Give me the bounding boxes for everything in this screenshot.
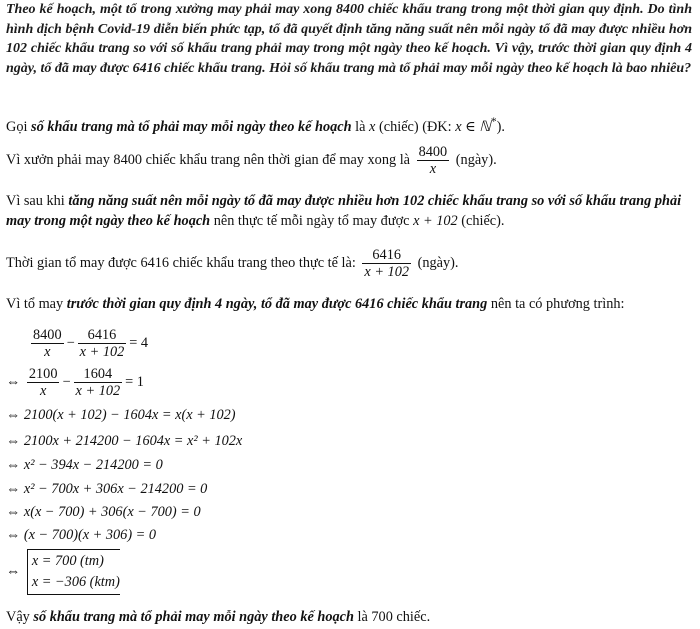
paragraph-actual-rate <box>6 192 692 231</box>
paragraph-time-plan <box>6 144 692 177</box>
emphasis-text: trước thời gian quy định 4 ngày, tổ đã may được 6416 chiếc khẩu trang <box>66 296 488 312</box>
text: Vì xưởn phải may 8400 chiếc khẩu trang nên thời gian để may xong là <box>6 151 411 168</box>
equivalence-symbol: ⇔ <box>6 563 21 580</box>
numerator: 2100 <box>28 366 58 382</box>
numerator: 6416 <box>87 327 117 343</box>
equation-line-7: ⇔ x(x − 700) + 306(x − 700) = 0 <box>6 504 201 520</box>
text: Vậy <box>6 609 34 625</box>
operator: − <box>62 373 71 390</box>
condition: x ∈ ℕ <box>455 118 491 135</box>
rhs: = 4 <box>129 334 149 351</box>
denominator: x + 102 <box>79 344 125 360</box>
text: Vì sau khi <box>6 193 69 209</box>
text: (ngày). <box>417 254 459 271</box>
rhs: = 1 <box>125 373 144 390</box>
equation-line-5: ⇔ x² − 394x − 214200 = 0 <box>6 457 163 473</box>
equation-line-8: ⇔ (x − 700)(x + 306) = 0 <box>6 527 157 543</box>
emphasis-text: tăng năng suất nên mỗi ngày tổ đã may được nhiều hơn 102 chiếc khẩu trang so với số khẩu trang phải may trong một ngày theo kế hoạch <box>6 193 682 229</box>
text: (ngày). <box>455 151 497 168</box>
solution-2: x = −306 (ktm) <box>31 574 120 590</box>
emphasis-text: số khẩu trang mà tổ phải may mỗi ngày theo kế hoạch <box>31 118 352 135</box>
equation-line-9 <box>6 549 120 595</box>
numerator: 6416 <box>372 247 401 263</box>
text: nên ta có phương trình: <box>487 296 625 312</box>
problem-statement: Theo kế hoạch, một tổ trong xưởng may phải may xong 8400 chiếc khẩu trang trong một thời gian quy định. Do tình hình dịch bệnh Covid-19 diễn biến phức tạp, tổ đã quyết định tăng năng suất nên mỗi ngày tổ đã may được nhiều hơn 102 chiếc khẩu trang so với số khẩu trang phải may trong một ngày theo kế hoạch. Vì vậy, trước thời gian quy định 4 ngày, tổ đã may được 6416 chiếc khẩu trang. Hỏi số khẩu trang mà tổ phải may mỗi ngày theo kế hoạch là bao nhiêu? <box>6 2 692 76</box>
equation-line-6: ⇔ x² − 700x + 306x − 214200 = 0 <box>6 481 208 497</box>
paragraph-time-actual <box>6 247 692 280</box>
fraction <box>74 366 123 399</box>
fraction <box>362 247 411 280</box>
numerator: 8400 <box>418 144 448 160</box>
denominator: x + 102 <box>364 264 409 280</box>
paragraph-equation-intro <box>6 294 692 314</box>
text: (chiếc). <box>457 212 505 229</box>
text: ). <box>496 118 506 135</box>
text: là <box>351 118 370 135</box>
text: Thời gian tổ may được 6416 chiếc khẩu trang theo thực tế là: <box>6 254 356 271</box>
fraction <box>417 144 450 177</box>
denominator: x <box>27 382 60 399</box>
operator: − <box>66 334 75 351</box>
variable: x <box>369 118 376 135</box>
equation-line-4: ⇔ 2100x + 214200 − 1604x = x² + 102x <box>6 433 243 449</box>
denominator: x + 102 <box>75 383 121 399</box>
expression: x + 102 <box>413 212 458 229</box>
solution-bracket <box>27 549 120 595</box>
conclusion <box>6 607 692 627</box>
text: là 700 chiếc. <box>353 609 431 625</box>
text: nên thực tế mỗi ngày tổ may được <box>210 212 414 229</box>
solution-1: x = 700 (tm) <box>31 553 104 569</box>
numerator: 1604 <box>83 366 113 382</box>
emphasis-text: số khẩu trang mà tổ phải may mỗi ngày theo kế hoạch <box>33 609 354 625</box>
denominator: x <box>417 160 450 177</box>
superscript: * <box>490 114 497 128</box>
text: Vì tổ may <box>6 296 67 312</box>
equation-line-2 <box>6 366 144 399</box>
equivalence-symbol: ⇔ <box>6 373 21 390</box>
fraction <box>78 327 127 360</box>
numerator: 8400 <box>33 327 62 343</box>
text: Gọi <box>6 118 32 135</box>
fraction <box>31 327 64 360</box>
text: (chiếc) (ĐK: <box>375 118 456 135</box>
denominator: x <box>31 343 64 360</box>
paragraph-let <box>6 111 692 137</box>
fraction <box>27 366 60 399</box>
equation-line-1 <box>28 327 148 360</box>
equation-line-3: ⇔ 2100(x + 102) − 1604x = x(x + 102) <box>6 407 236 423</box>
